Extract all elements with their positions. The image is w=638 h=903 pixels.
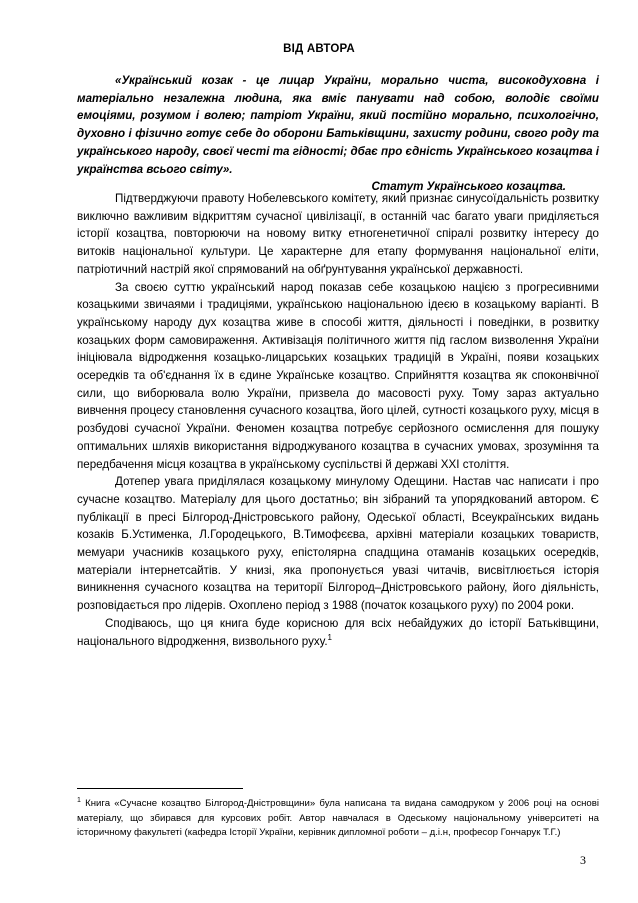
epigraph-attribution: Статут Українського козацтва. — [371, 180, 566, 194]
footnote-text: Книга «Сучасне козацтво Білгород-Дністровщини» була написана та видана самодруком у 2006 році на основі матеріалу, що збирався для курсових робіт. Автор навчалася в Одеському національному університеті на історичному факультеті (кафедра Історії України, керівник дипломної роботи – д.і.н, професор Гончарук Т.Г.) — [77, 798, 599, 838]
body-text — [77, 190, 599, 650]
epigraph — [77, 72, 599, 196]
footnote-marker: 1 — [77, 796, 81, 804]
footnote-divider — [77, 788, 243, 789]
paragraph — [77, 615, 599, 650]
page-number: 3 — [580, 853, 586, 867]
paragraph: Дотепер увага приділялася козацькому минулому Одещини. Настав час написати і про сучасне козацтво. Матеріалу для цього достатньо; він зібраний та упорядкований автором. Є публікації в пресі Білгород-Дністровського району, Одеської області, Всеукраїнських видань козаків Б.Устименка, Л.Городецького, В.Тимофєєва, архівні матеріали козацьких товариств, мемуари учасників козацького руху, епістолярна спадщина отаманів козацьких осередків, матеріали інтернетсайтів. У книзі, яка пропонується увазі читачів, висвітлюється історія виникнення сучасного козацтва на території Білгород–Дністровського району, його діяльність, розповідається про лідерів. Охоплено період з 1988 (початок козацького руху) по 2004 роки. — [77, 475, 599, 613]
paragraph: Підтверджуючи правоту Нобелевського комітету, який признає синусоїдальність розвитку виключно важливим відкриттям сучасної цивілізації, в останній час багато уваги приділяється історії козацтва, повторюючи на новому витку етногенетичної спіралі розвитку інтересу до витоків національної культури. Це характерне для етапу формування національної еліти, патріотичний настрій якої спрямований на обґрунтування української державності. — [77, 192, 599, 276]
paragraph-text: Сподіваюсь, що ця книга буде корисною для всіх небайдужих до історії Батьківщини, національного відродження, визвольного руху. — [77, 616, 599, 648]
epigraph-text: «Український козак - це лицар України, морально чиста, високодуховна і матеріально незалежна людина, яка вміє панувати над собою, володіє своїми емоціями, розумом і волею; патріот України, який постійно морально, психологічно, духовно і фізично готує себе до оборони Батьківщини, захисту родини, свого роду та українського народу, своєї честі та гідності; дбає про єдність Українського козацтва і українства всього світу». — [77, 74, 599, 176]
paragraph: За своєю суттю український народ показав себе козацькою нацією з прогресивними козацькими звичаями і традиціями, українською національною ідеєю в козацькому варіанті. В українському народу дух козацтва живе в способі життя, діяльності і поведінки, в розвитку козацьких форм самовираження. Активізація політичного життя під гаслом визволення України ініціювала відродження козацько-лицарських козацьких традицій в Україні, появи козацьких осередків та об'єднання їх в єдине Українське козацтво. Сприйняття козацтва як споконвічної сили, що виборювала волю України, призвела до масовості руху. Тому зараз актуально вивчення процесу становлення сучасного козацтва, його цілей, сутності козацького руху, місця в розбудові сучасної України. Феномен козацтва потребує серйозного осмислення для пошуку оптимальних шляхів використання відроджуваного козацтва в сучасних умовах, зрозуміння та передбачення місця козацтва в українському суспільстві й державі XXI століття. — [77, 280, 599, 471]
footnote-reference[interactable]: 1 — [327, 632, 332, 642]
page-title: ВІД АВТОРА — [283, 43, 355, 55]
footnote — [77, 797, 599, 841]
